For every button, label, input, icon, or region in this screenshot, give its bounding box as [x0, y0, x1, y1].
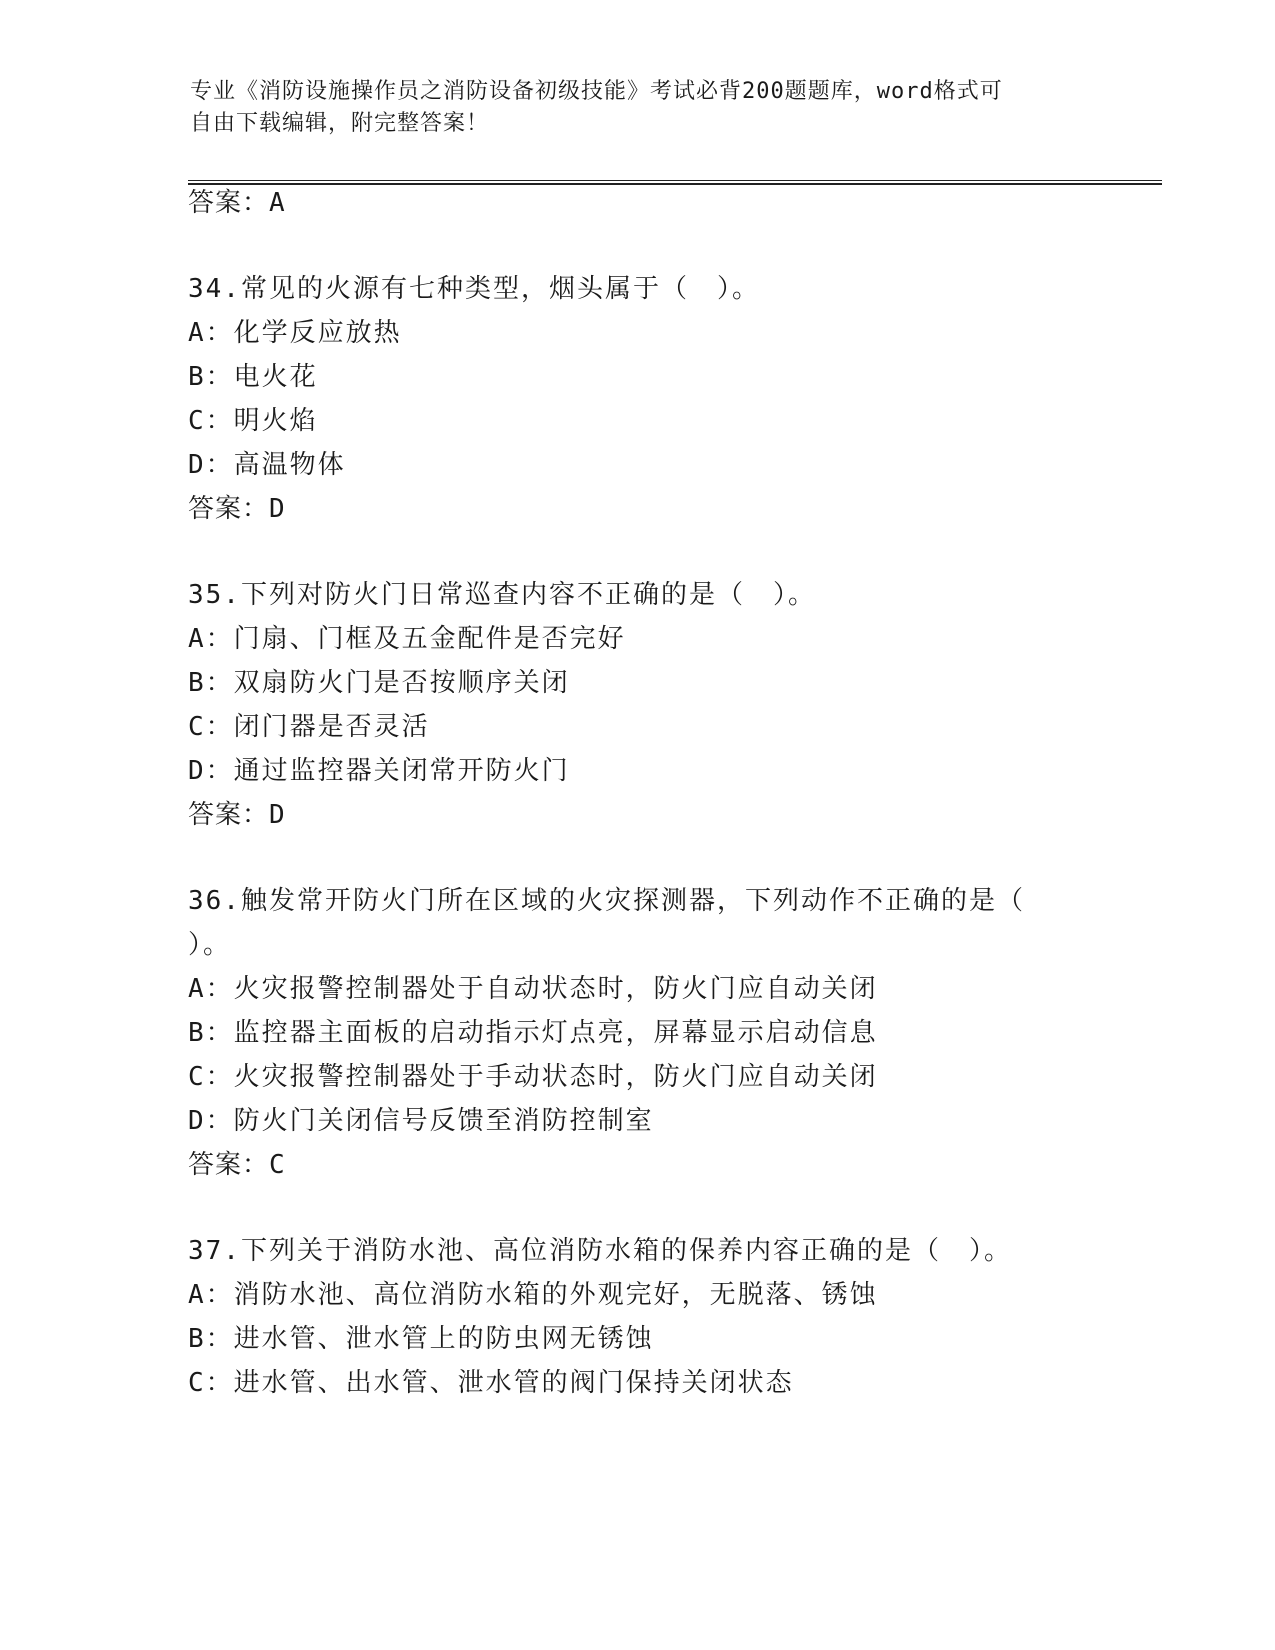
question-34-option-b: B：电火花 — [188, 362, 318, 392]
question-37-stem: 37.下列关于消防水池、高位消防水箱的保养内容正确的是（ ）。 — [188, 1236, 1012, 1266]
question-34-option-a: A：化学反应放热 — [188, 318, 402, 348]
answer-line: 答案：A — [188, 188, 286, 218]
question-36-option-a: A：火灾报警控制器处于自动状态时，防火门应自动关闭 — [188, 974, 878, 1004]
header-line-1: 专业《消防设施操作员之消防设备初级技能》考试必背200题题库，word格式可 — [190, 79, 1003, 104]
question-35-stem: 35.下列对防火门日常巡查内容不正确的是（ ）。 — [188, 580, 816, 610]
question-36-stem-continued: ）。 — [188, 930, 232, 960]
question-36-stem: 36.触发常开防火门所在区域的火灾探测器，下列动作不正确的是（ — [188, 886, 1025, 916]
question-37-option-c: C：进水管、出水管、泄水管的阀门保持关闭状态 — [188, 1368, 794, 1398]
question-35-answer: 答案：D — [188, 800, 286, 830]
question-37-option-a: A：消防水池、高位消防水箱的外观完好，无脱落、锈蚀 — [188, 1280, 878, 1310]
header-line-2: 自由下载编辑，附完整答案！ — [190, 111, 490, 136]
question-36-answer: 答案：C — [188, 1150, 286, 1180]
question-35-option-c: C：闭门器是否灵活 — [188, 712, 430, 742]
question-37-option-b: B：进水管、泄水管上的防虫网无锈蚀 — [188, 1324, 654, 1354]
question-35-option-b: B：双扇防火门是否按顺序关闭 — [188, 668, 570, 698]
question-34-option-d: D：高温物体 — [188, 450, 346, 480]
document-header — [190, 76, 1090, 140]
question-36-option-c: C：火灾报警控制器处于手动状态时，防火门应自动关闭 — [188, 1062, 878, 1092]
question-36-option-d: D：防火门关闭信号反馈至消防控制室 — [188, 1106, 654, 1136]
header-divider — [188, 180, 1162, 185]
question-35-option-a: A：门扇、门框及五金配件是否完好 — [188, 624, 626, 654]
question-34-option-c: C：明火焰 — [188, 406, 318, 436]
question-34-answer: 答案：D — [188, 494, 286, 524]
question-35-option-d: D：通过监控器关闭常开防火门 — [188, 756, 570, 786]
question-36-option-b: B：监控器主面板的启动指示灯点亮，屏幕显示启动信息 — [188, 1018, 878, 1048]
question-34-stem: 34.常见的火源有七种类型，烟头属于（ ）。 — [188, 274, 760, 304]
